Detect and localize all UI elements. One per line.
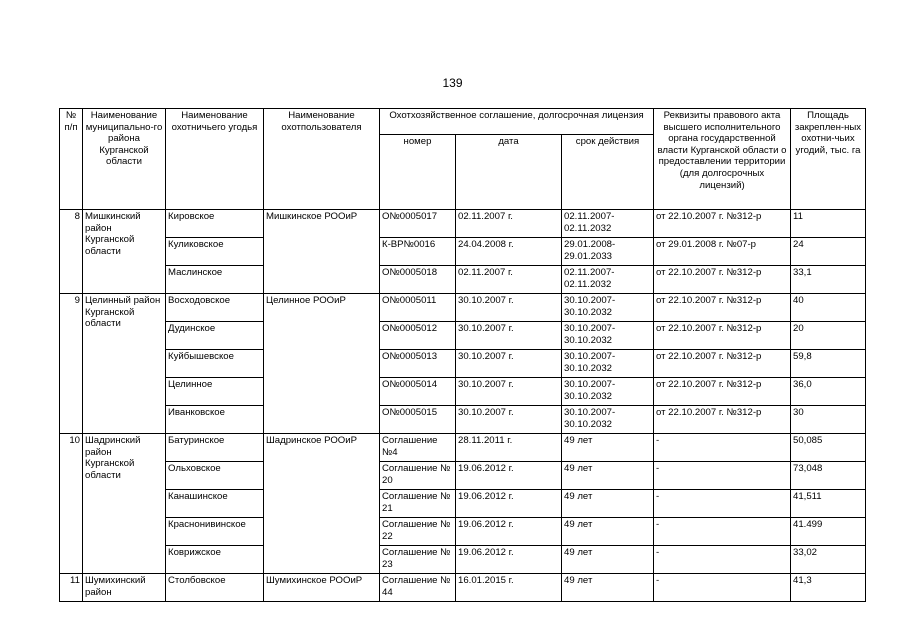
legal-act-cell: -: [654, 574, 791, 602]
ground-cell: Батуринское: [166, 434, 264, 462]
ground-cell: Куйбышевское: [166, 350, 264, 378]
header-ground: Наименование охотничьего угодья: [166, 109, 264, 210]
table-row: [60, 518, 866, 546]
header-agreement-term: срок действия: [562, 135, 654, 210]
area-cell: 41,3: [791, 574, 866, 602]
area-cell: 20: [791, 322, 866, 350]
agreement-date-cell: 19.06.2012 г.: [456, 490, 562, 518]
legal-act-cell: от 22.10.2007 г. №312-р: [654, 266, 791, 294]
table-row: [60, 322, 866, 350]
agreement-number-cell: О№0005017: [380, 210, 456, 238]
area-cell: 30: [791, 406, 866, 434]
agreement-date-cell: 30.10.2007 г.: [456, 322, 562, 350]
agreement-number-cell: Соглашение № 44: [380, 574, 456, 602]
table-row: [60, 378, 866, 406]
agreement-term-cell: 30.10.2007-30.10.2032: [562, 294, 654, 322]
agreement-term-cell: 49 лет: [562, 462, 654, 490]
legal-act-cell: от 22.10.2007 г. №312-р: [654, 350, 791, 378]
legal-act-cell: -: [654, 518, 791, 546]
header-user: Наименование охотпользователя: [264, 109, 380, 210]
row-num-cell: 10: [60, 434, 83, 574]
ground-cell: Коврижское: [166, 546, 264, 574]
agreement-number-cell: Соглашение №4: [380, 434, 456, 462]
user-cell: Целинное РООиР: [264, 294, 380, 434]
table-row: [60, 238, 866, 266]
ground-cell: Кировское: [166, 210, 264, 238]
ground-cell: Канашинское: [166, 490, 264, 518]
agreement-term-cell: 02.11.2007-02.11.2032: [562, 266, 654, 294]
agreement-term-cell: 30.10.2007-30.10.2032: [562, 322, 654, 350]
legal-act-cell: -: [654, 434, 791, 462]
area-cell: 40: [791, 294, 866, 322]
legal-act-cell: -: [654, 462, 791, 490]
agreement-term-cell: 49 лет: [562, 490, 654, 518]
agreement-date-cell: 02.11.2007 г.: [456, 266, 562, 294]
table-row: [60, 490, 866, 518]
area-cell: 24: [791, 238, 866, 266]
legal-act-cell: от 22.10.2007 г. №312-р: [654, 210, 791, 238]
table-row: [60, 434, 866, 462]
agreement-term-cell: 49 лет: [562, 574, 654, 602]
agreement-number-cell: О№0005011: [380, 294, 456, 322]
agreement-date-cell: 30.10.2007 г.: [456, 406, 562, 434]
agreement-number-cell: О№0005014: [380, 378, 456, 406]
agreement-number-cell: Соглашение № 22: [380, 518, 456, 546]
header-act: Реквизиты правового акта высшего исполнительного органа государственной власти Курганской области о предоставлении территории (для долгосрочных лицензий): [654, 109, 791, 210]
agreement-date-cell: 19.06.2012 г.: [456, 546, 562, 574]
agreement-number-cell: О№0005012: [380, 322, 456, 350]
agreement-number-cell: Соглашение № 21: [380, 490, 456, 518]
header-area: Площадь закреплен-ных охотни-чьих угодий, тыс. га: [791, 109, 866, 210]
table-row: [60, 294, 866, 322]
table-row: [60, 462, 866, 490]
header-agreement-date: дата: [456, 135, 562, 210]
district-cell: Шадринский район Курганской области: [83, 434, 166, 574]
ground-cell: Дудинское: [166, 322, 264, 350]
agreement-term-cell: 30.10.2007-30.10.2032: [562, 350, 654, 378]
row-num-cell: 9: [60, 294, 83, 434]
table-row: [60, 350, 866, 378]
row-num-cell: 11: [60, 574, 83, 602]
agreement-term-cell: 49 лет: [562, 546, 654, 574]
district-cell: Шумихинский район: [83, 574, 166, 602]
user-cell: Шумихинское РООиР: [264, 574, 380, 602]
agreement-date-cell: 02.11.2007 г.: [456, 210, 562, 238]
page-number: 139: [442, 76, 463, 90]
agreement-number-cell: Соглашение № 20: [380, 462, 456, 490]
header-agreement-number: номер: [380, 135, 456, 210]
header-agreement: Охотхозяйственное соглашение, долгосрочная лицензия: [380, 109, 654, 135]
area-cell: 33,02: [791, 546, 866, 574]
agreement-term-cell: 30.10.2007-30.10.2032: [562, 378, 654, 406]
area-cell: 59,8: [791, 350, 866, 378]
table-row: [60, 210, 866, 238]
agreement-date-cell: 19.06.2012 г.: [456, 518, 562, 546]
ground-cell: Краснонивинское: [166, 518, 264, 546]
user-cell: Шадринское РООиР: [264, 434, 380, 574]
legal-act-cell: -: [654, 546, 791, 574]
area-cell: 11: [791, 210, 866, 238]
header-district: Наименование муниципально-го района Курганской области: [83, 109, 166, 210]
ground-cell: Маслинское: [166, 266, 264, 294]
district-cell: Мишкинский район Курганской области: [83, 210, 166, 294]
agreement-number-cell: Соглашение № 23: [380, 546, 456, 574]
table-row: [60, 574, 866, 602]
agreement-term-cell: 29.01.2008-29.01.2033: [562, 238, 654, 266]
ground-cell: Иванковское: [166, 406, 264, 434]
legal-act-cell: от 22.10.2007 г. №312-р: [654, 406, 791, 434]
ground-cell: Ольховское: [166, 462, 264, 490]
agreement-number-cell: О№0005013: [380, 350, 456, 378]
ground-cell: Восходовское: [166, 294, 264, 322]
legal-act-cell: -: [654, 490, 791, 518]
agreement-term-cell: 49 лет: [562, 434, 654, 462]
agreement-date-cell: 16.01.2015 г.: [456, 574, 562, 602]
agreement-term-cell: 30.10.2007-30.10.2032: [562, 406, 654, 434]
header-num: № п/п: [60, 109, 83, 210]
area-cell: 41.499: [791, 518, 866, 546]
table-row: [60, 266, 866, 294]
agreement-date-cell: 24.04.2008 г.: [456, 238, 562, 266]
area-cell: 50,085: [791, 434, 866, 462]
legal-act-cell: от 22.10.2007 г. №312-р: [654, 378, 791, 406]
table-body: [60, 210, 866, 602]
agreement-date-cell: 28.11.2011 г.: [456, 434, 562, 462]
row-num-cell: 8: [60, 210, 83, 294]
area-cell: 33,1: [791, 266, 866, 294]
agreement-date-cell: 30.10.2007 г.: [456, 350, 562, 378]
district-cell: Целинный район Курганской области: [83, 294, 166, 434]
ground-cell: Столбовское: [166, 574, 264, 602]
legal-act-cell: от 22.10.2007 г. №312-р: [654, 322, 791, 350]
agreement-date-cell: 19.06.2012 г.: [456, 462, 562, 490]
user-cell: Мишкинское РООиР: [264, 210, 380, 294]
table-row: [60, 546, 866, 574]
agreement-date-cell: 30.10.2007 г.: [456, 294, 562, 322]
hunting-grounds-table: [59, 108, 866, 602]
area-cell: 41,511: [791, 490, 866, 518]
table-row: [60, 406, 866, 434]
ground-cell: Куликовское: [166, 238, 264, 266]
agreement-term-cell: 49 лет: [562, 518, 654, 546]
legal-act-cell: от 22.10.2007 г. №312-р: [654, 294, 791, 322]
agreement-number-cell: О№0005018: [380, 266, 456, 294]
agreement-date-cell: 30.10.2007 г.: [456, 378, 562, 406]
agreement-number-cell: О№0005015: [380, 406, 456, 434]
legal-act-cell: от 29.01.2008 г. №07-р: [654, 238, 791, 266]
area-cell: 73,048: [791, 462, 866, 490]
agreement-number-cell: К-ВР№0016: [380, 238, 456, 266]
ground-cell: Целинное: [166, 378, 264, 406]
area-cell: 36,0: [791, 378, 866, 406]
agreement-term-cell: 02.11.2007-02.11.2032: [562, 210, 654, 238]
